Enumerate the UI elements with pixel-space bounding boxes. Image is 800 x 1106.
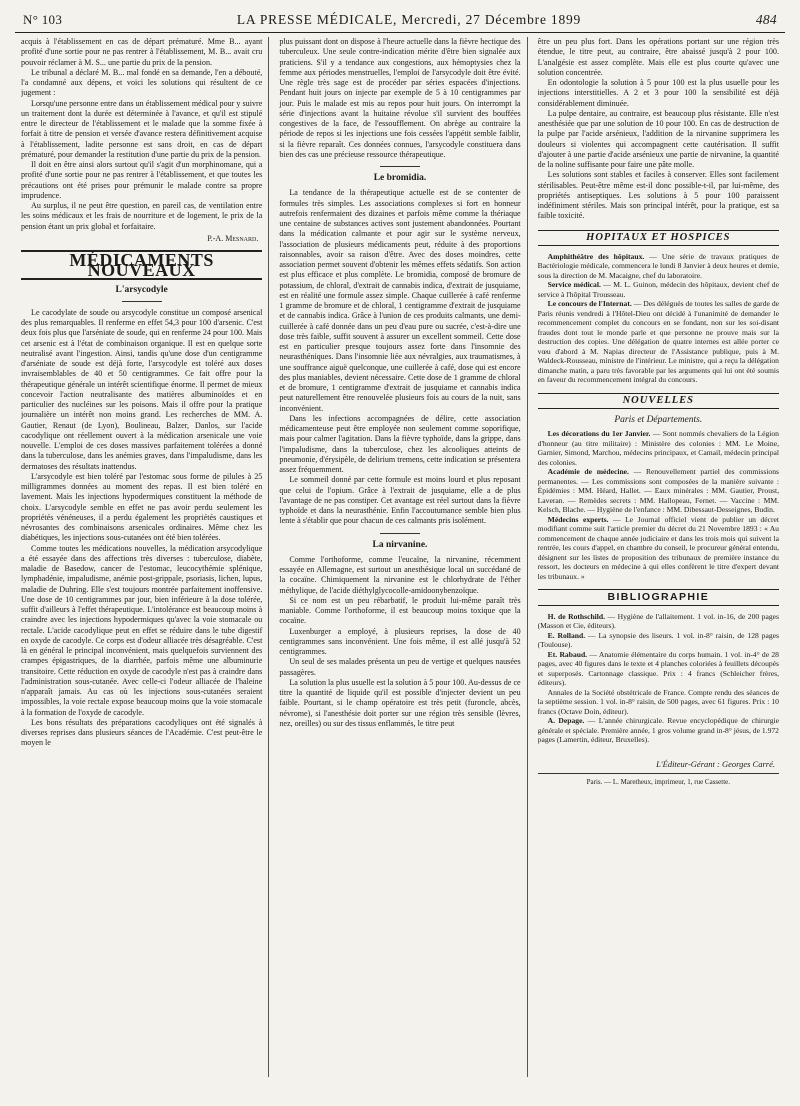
news-subheading: Paris et Départements.	[614, 415, 703, 425]
entry-lead: A. Depage.	[547, 716, 585, 725]
paragraph: Lorsqu'une personne entre dans un établissement médical pour y suivre un traitement dont la durée est déterminée à l'avance, et qu'il est stipulé entre le directeur de l'établissement et le malade que la somme fixée à forfait à titre de pension et versée d'avance restera définitivement acquise à l'établissement, ladite personne est sans droit, en cas de départ prématuré, pour demander la restitution d'une partie du prix de la pension.	[21, 98, 263, 159]
issue-number: N° 103	[23, 12, 63, 27]
journal-name: LA PRESSE MÉDICALE,	[236, 12, 398, 27]
paragraph: Si ce nom est un peu rébarbatif, le produit lui-même paraît très maniable. Comme l'orthoforme, il est beaucoup moins toxique que la cocaïne.	[279, 595, 521, 626]
paragraph: Les solutions sont stables et faciles à conserver. Elles sont facilement stérilisables. Peut-être même est-il donc possible-t-il, par lui-même, des propriétés antiseptiques. Les solutions à 5 pour 100 paraissent indéfiniment stériles. Mais son principal intérêt, pour la pratique, est sa faible toxicité.	[537, 170, 779, 221]
entry-lead: Les décorations du 1er Janvier.	[547, 429, 651, 439]
paragraph: La tendance de la thérapeutique actuelle est de se contenter de formules très simples. Les associations complexes si fort en honneur autrefois renfermaient des dizaines et parfois même comme la thériaque une centaine de substances actives sont justement abandonnées. Pourtant dans la médication calmante et pour agir sur le système nerveux, l'association de plusieurs médicaments peut, réduite à des proportions raisonnables, avoir sa raison d'être. Avec des doses moindres, cette association permet souvent d'obtenir les mêmes effets sédatifs. Son action est plus efficace et plus complète. Le bromidia, composé de bromure de potassium, de chloral, d'extrait de cannabis indica, d'extrait de jusquiame, est en réalité une formule assez simple. Chaque cuillerée à café renferme 1 gramme de bromure et de chloral, 1 centigramme d'extrait de jusquiame et de cannabis indica. Grâce à l'union de ces produits calmants, une demi-cuillerée à café donnée dans un peu d'eau pure ou sucrée, c'est-à-dire une dose très faible, suffit souvent à assurer un excellent sommeil. Cette dose est en particulier presque toujours assez forte dans l'insomnie des neurasthéniques. Dans l'insomnie liée aux névralgies, aux traumatismes, à une souffrance aiguë quelconque, une cuillerée à café, dose qui est encore des plus maniables, devient nécessaire. Cette dose de 1 gramme de chloral et de bromure, 1 centigramme d'extrait de jusquiame et cannabis indica peut naturellement être renouvelée plusieurs fois au cours de la nuit, sans inconvénient.	[279, 188, 521, 413]
article-title: La nirvanine.	[372, 539, 428, 550]
column-1	[21, 37, 269, 1077]
entry-text: — L'année chirurgicale. Revue encyclopédique de chirurgie générale et spéciale. Première année, 1 gros volume grand in-8° jésus, de 1.972 pages (Lamertin, éditeur, Bruxelles).	[537, 716, 779, 744]
entry-lead: Le concours de l'Internat.	[547, 299, 632, 309]
entry-lead: Et. Rabaud.	[547, 649, 588, 659]
entry-lead: Amphithéâtre des hôpitaux.	[547, 251, 645, 261]
entry-text: — Des délégués de toutes les salles de garde de Paris réunis vendredi à l'Hôtel-Dieu ont décidé à l'unanimité de demander le recommencement complet du concours en se fondant, non sur les soi-disant fraudes dont tout le monde parle et que personne ne prouve mais sur la destruction des copies. Une délégation de quatre internes est allée porter ce vœu d'abord à M. Napias directeur de l'Assistance publique, puis à M. Waldeck-Rousseau, ministre de l'intérieur. Le ministre, qui a reçu la délégation dimanche matin, a paru très favorable par les arguments qui lui ont été soumis en faveur du recommencement intégral du concours.	[537, 299, 779, 385]
printer-credit: Paris. — L. Maretheux, imprimeur, 1, rue Cassette.	[538, 773, 779, 787]
list-item	[538, 252, 779, 281]
entry-text: — Une série de travaux pratiques de Bactériologie médicale, commencera le lundi 8 Janvier à deux heures et demie, sous la direction de M. Macaigne, chef du laboratoire.	[537, 251, 779, 280]
paragraph: L'arsycodyle est bien toléré par l'estomac sous forme de pilules à 25 milligrammes données au moment des repas. Il est bien toléré en lavement. Mais les injections hypodermiques constituent la méthode de choix. L'arsycodyle semble en effet ne pas avoir perdu seulement les propriétés vénéneuses, il a perdu également les propriétés caustiques et névrosantes des combinaisons arsenicales ordinaires. Même chez les diabétiques, les injections sous-cutanées ont été bien tolérées.	[21, 471, 263, 543]
entry-text: — Hygiène de l'allaitement. 1 vol. in-16, de 200 pages (Masson et Cie, éditeurs).	[537, 611, 779, 630]
article-title: L'arsycodyle	[115, 284, 168, 295]
paragraph: Le tribunal a déclaré M. B... mal fondé en sa demande, l'en a débouté, l'a condamné aux dépens, et voici les solutions qui résultent de ce jugement :	[21, 67, 263, 98]
list-item	[538, 299, 779, 385]
paragraph: En odontologie la solution à 5 pour 100 est la plus usuelle pour les injections interstitielles. A 2 et 3 pour 100 la sensibilité est déjà considérablement diminuée.	[537, 78, 779, 108]
columns	[15, 33, 785, 1077]
entry-lead: E. Rolland.	[547, 630, 586, 640]
list-item	[538, 688, 779, 717]
newspaper-page	[15, 0, 785, 1090]
divider	[380, 533, 420, 534]
masthead	[15, 8, 785, 33]
list-item	[538, 716, 779, 745]
list-item	[538, 429, 779, 467]
bibliography-list	[538, 612, 779, 745]
entry-text: — Le Journal officiel vient de publier un décret modifiant comme suit l'article premier du décret du 21 Novembre 1893 : « Au commencement de chaque année judiciaire et dans les trois mois qui suivent la rentrée, les cours d'appel, en chambre du conseil, le procureur général entendu, désignent sur les listes de proposition des tribunaux de première instance du ressort, les docteurs en médecine à qui elles confèrent le titre d'expert devant les tribunaux. »	[537, 514, 779, 581]
list-item	[538, 650, 779, 688]
list-item	[538, 515, 779, 582]
divider	[122, 301, 162, 302]
bibliography-heading: BIBLIOGRAPHIE	[538, 589, 779, 605]
news-list	[538, 429, 779, 581]
section-title: MÉDICAMENTS NOUVEAUX	[21, 250, 262, 280]
paragraph: Au surplus, il ne peut être question, en pareil cas, de ventilation entre les soins médicaux et les frais de nourriture et de logement, le prix de la pension étant un prix global et forfaitaire.	[21, 201, 263, 231]
journal-title-date	[237, 12, 581, 28]
paragraph: Un seul de ses malades présenta un peu de vertige et quelques nausées passagères.	[279, 657, 521, 677]
entry-lead: Académie de médecine.	[547, 467, 629, 477]
entry-lead: Médecins experts.	[547, 514, 609, 524]
entry-text: — Anatomie élémentaire du corps humain. 1 vol. in-4° de 28 pages, avec 40 figures dans le texte et 4 planches coloriées à feuillets découpés et superposés. Cartonnage classique. Prix : 4 francs (Schleicher frères, éditeurs).	[537, 649, 779, 687]
editor-credit: L'Éditeur-Gérant : Georges Carré.	[656, 758, 775, 769]
list-item	[538, 467, 779, 515]
list-item	[538, 280, 779, 299]
entry-text: — La synopsie des liseurs. 1 vol. in-8° raisin, de 128 pages (Toulouse).	[537, 630, 779, 649]
list-item	[538, 612, 779, 631]
column-3	[538, 37, 779, 1077]
divider	[380, 166, 420, 167]
paragraph: acquis à l'établissement en cas de départ prématuré. Mme B... ayant profité d'une sortie pour ne pas rentrer à l'établissement, M. B... avait cru pouvoir réclamer à M. S... une partie du prix de la pension.	[21, 37, 263, 67]
news-heading: NOUVELLES	[538, 393, 779, 409]
entry-lead: H. de Rothschild.	[547, 611, 606, 621]
page-number: 484	[755, 12, 777, 27]
hospitals-heading: HOPITAUX ET HOSPICES	[538, 230, 779, 246]
entry-text: — M. L. Guinon, médecin des hôpitaux, devient chef de service à l'hôpital Trousseau.	[537, 280, 779, 299]
paragraph: plus puissant dont on dispose à l'heure actuelle dans la fièvre hectique des tuberculeux. Une seule contre-indication mérite d'être bien signalée aux praticiens. S'il y a tendance aux congestions, aux hémoptysies chez la femme aux périodes menstruelles, l'emploi de l'arsycodyle doit être évité. Une règle très sage est de procéder par séries espacées d'injections. Pendant huit jours on injecte par exemple de 5 à 10 centigrammes par jour. Puis le malade est mis au repos pour huit jours. On interrompt la série d'injections avant la huitaine révolue s'il survient des bouffées congestives de la face, de l'essoufflement. On abrège au contraire la période de repos si les injections une fois cessées l'appétit semble faiblir, si la fièvre reparaît. Ces données connues, l'arsycodyle constituera dans bien des cas une précieuse ressource thérapeutique.	[279, 37, 521, 159]
paragraph: Le cacodylate de soude ou arsycodyle constitue un composé arsenical des plus remarquables. Il renferme en effet 54,3 pour 100 d'arsenic. C'est deux fois plus que l'arséniate de soude, qui en renferme 24 pour 100. Mais cet arsenic est à l'état de combinaison organique. Il est en quelque sorte neutralisé avant l'ingestion. Ainsi, tandis qu'une dose d'un centigramme d'arséniate de soude est déjà forte, l'arsycodyle est toléré aux doses invraisemblables de 40 et 50 centigrammes. Ce fait offre pour la thérapeutique générale un intérêt scientifique énorme. Il permet de mieux concevoir l'action neutralisante des matières albuminoïdes et en particulier des nucléines sur les poisons. Mais il offre pour la pratique journalière un intérêt non moins grand. Les recherches de MM. A. Gautier, Renaut (de Lyon), Boulineau, Balzer, Danlos, sur l'acide cacodylique ont réellement ouvert à la médication arsenicale une voie nouvelle. L'emploi de ces doses massives parfaitement tolérées a donné dans la tuberculose, dans les anémies graves, dans l'impaludisme, dans les dermatoses des résultats inattendus.	[21, 307, 263, 471]
paragraph: Comme l'orthoforme, comme l'eucaïne, la nirvanine, récemment essayée en Allemagne, est surtout un anesthésique local un succédané de la cocaïne. Chimiquement la nirvanine est le chlorhydrate de l'éther méthylique, de l'acide diéthylglycocolle-amidoonybenzoïque.	[279, 554, 521, 595]
paragraph: Comme toutes les médications nouvelles, la médication arsycodylique a été essayée dans des affections très diverses : tuberculose, diabète, maladie de Basedow, cancer de l'estomac, leucocythémie splénique, lymphadénie, impaludisme, anémie post-grippale, psoriasis, lichen, lupus, maladie de Duhring. Elle s'est toujours montrée parfaitement inoffensive. Une dose de 10 centigrammes par jour, bien inférieure à la dose tolérée, suffit d'ailleurs à l'effet thérapeutique. L'intolérance est beaucoup moins à craindre avec les injections hypodermiques qu'avec la voie stomacale ou rectale. L'acide cacodylique peut en effet se réduire dans le tube digestif en oxyde de cacodyle. Ce corps est d'odeur alliacée très désagréable. C'est là en général le principal inconvénient, mais quelquefois surviennent des crampes épigastriques, de la diarrhée, parfois même une albuminurie transitoire. Cette réduction en oxyde de cacodyle n'est pas à craindre dans l'administration sous-cutanée. Avec celle-ci l'odeur alliacée de l'haleine n'apparaît jamais. Au cas où les injections sous-cutanées seraient impossibles, la voie rectale expose beaucoup moins que la voie stomacale à la formation de l'oxyde de cacodyle.	[21, 543, 263, 717]
paragraph: Les bons résultats des préparations cacodyliques ont été signalés à diverses reprises dans plusieurs séances de l'Académie. C'est peut-être le moyen le	[21, 717, 263, 748]
column-2	[279, 37, 527, 1077]
paragraph: Il doit en être ainsi alors surtout qu'il s'agit d'un morphinomane, qui a profité d'une sortie pour ne pas rentrer à l'établissement, et que toutes les précautions ont été prises pour prémunir le malade contre sa propre imprudence.	[21, 160, 263, 200]
entry-text: — Renouvellement partiel des commissions permanentes. — Les commissions sont composées de la manière suivante : Épidémies : MM. Héard, Hallet. — Eaux minérales : MM. Gautier, Proust, Laveran. — Remèdes secrets : MM. Hallopeau, Fernet. — Vaccine : MM. Kelsch, Blache. — Hygiène de l'enfance : MM. Dibessaut-Desseignes, Budin.	[537, 467, 779, 515]
paragraph: Le sommeil donné par cette formule est moins lourd et plus reposant que celui de l'opium. Grâce à l'extrait de jusquiame, elle a de plus l'avantage de ne pas constiper. Cet avantage est réel surtout dans la fièvre typhoïde et dans la neurasthénie. Enfin l'accoutumance semble bien plus lente à s'établir que pour chacun de ces calmants pris isolément.	[279, 475, 521, 526]
paragraph: Luxenburger a employé, à plusieurs reprises, la dose de 40 centigrammes sans inconvénient. Une fois même, il est allé jusqu'à 52 centigrammes.	[279, 626, 521, 656]
article-title: Le bromidia.	[373, 173, 427, 183]
hospitals-list	[538, 252, 779, 385]
paragraph: être un peu plus fort. Dans les opérations portant sur une région très étendue, le titre peut, au contraire, être abaissé jusqu'à 2 pour 100. L'analgésie est assez complète. Mais elle est plus courte qu'avec une solution concentrée.	[537, 37, 779, 77]
entry-text: Annales de la Société obstétricale de France. Compte rendu des séances de la septième session. 1 vol. in-8° raisin, de 500 pages, avec 61 figures. Prix : 10 francs (Octave Doin, éditeur).	[537, 687, 779, 716]
paragraph: La solution la plus usuelle est la solution à 5 pour 100. Au-dessus de ce titre la quantité de liquide qu'il est possible d'injecter devient un peu faible. Pourtant, si le champ opératoire est très petit (furoncle, abcès, névrome), si l'anesthésie doit porter sur une région très sensible (lèvres, nez, oreilles) ou sur des tissus enflammés, le titre peut	[279, 677, 521, 728]
paragraph: La pulpe dentaire, au contraire, est beaucoup plus résistante. Elle n'est anesthésiée que par une solution de 10 pour 100. En cas de destruction de la pulpe par l'acide arsénieux, l'addition de la nirvanine supprimera les douleurs si violentes qui accompagnent cette cautérisation. Il suffit d'ajouter à une partie d'acide arsénieux une partie de nirvanine, la quantité de la noline suffisante pour faire une pâte molle.	[537, 108, 779, 169]
list-item	[538, 631, 779, 650]
author-signature: P.-A. Mesnard.	[207, 233, 259, 243]
paragraph: Dans les infections accompagnées de délire, cette association médicamenteuse peut être employée non seulement comme soporifique, mais pour calmer l'agitation. Dans la fièvre typhoïde, dans la grippe, dans l'impaludisme, dans la tuberculose, chez les alcooliques atteints de pneumonie, d'érysipèle, de delirium tremens, cette indication se présentera assez fréquemment.	[279, 413, 521, 474]
issue-date: Mercredi, 27 Décembre 1899	[401, 12, 582, 27]
entry-text: — Sont nommés chevaliers de la Légion d'honneur (au titre militaire) : Ministère des colonies : MM. Le Moine, Garnier, Simond, Marchou, médecins principaux, et Camail, médecin principal des colonies.	[537, 429, 779, 467]
entry-lead: Service médical.	[547, 280, 601, 290]
